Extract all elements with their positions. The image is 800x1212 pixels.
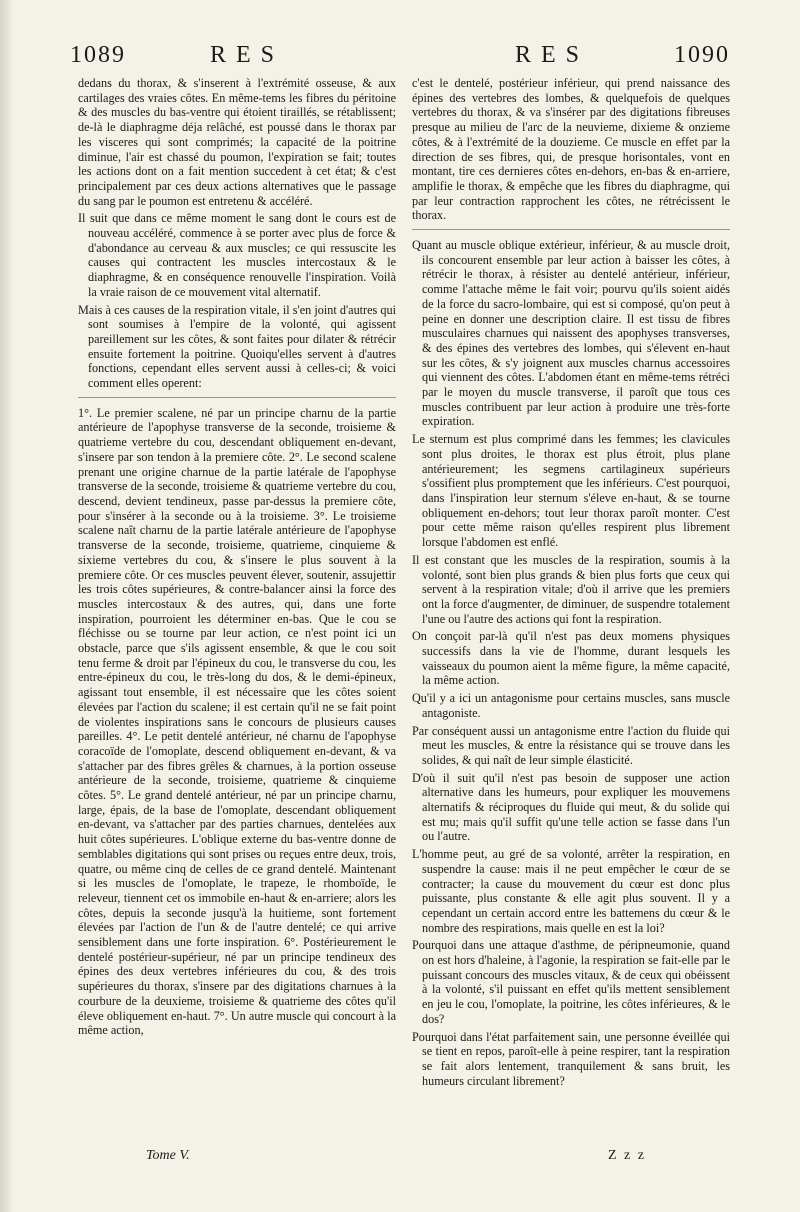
running-head-right: R E S <box>515 42 582 68</box>
paragraph: Il est constant que les muscles de la respiration, soumis à la volonté, sont bien plus grands & bien plus forts que ceux qui servent à la respiration vitale; d'où il arrive que les premiers ont la force d'augmenter, de diminuer, de suspendre totalement l'une ou l'autre des actions qui font la respiration. <box>412 552 730 626</box>
paragraph: 1°. Le premier scalene, né par un principe charnu de la partie antérieure de l'apophyse transverse de la seconde, troisieme & quatrieme vertebre du cou, descendant obliquement en-devant, s'insere par son tendon à la premiere côte. 2°. Le second scalene prenant une origine charnue de la partie latérale de l'apophyse transverse de la seconde, troisieme & quatrieme vertebre du cou, descend, devient tendineux, passe par-dessus la premiere côte, pour s'insérer à la seconde ou à la troisieme. 3°. Le troisieme scalene naît charnu de la partie latérale antérieure de l'apophyse transverse de la seconde, troisieme, quatrieme, cinquieme & sixieme vertebres du cou, & s'insere le plus souvent à la premiere côte. Or ces muscles peuvent élever, soutenir, assujettir les trois côtes supérieures, & contre-balancer ainsi la force des muscles intercostaux & des autres, qui, dans une forte inspiration, pourroient les déterminer en-bas. Que le cou se fléchisse ou se tourne par leur action, ce n'est point ici un obstacle, parce que s'ils agissent ensemble, & que le cou soit tenu ferme & droit par l'épineux du cou, le transverse du cou, les entre-épineux du cou, le très-long du dos, & le demi-épineux, agissant tout ensemble, il est nécessaire que les côtes soient élevées par l'action du scalene; il est certain qu'il ne se fait point de violentes inspirations sans le concours de plusieurs causes pareilles. 4°. Le petit dentelé antérieur, né charnu de l'apophyse coracoïde de l'omoplate, descend obliquement en-devant, & va s'attacher par des fibres grêles & charnues, à la portion osseuse antérieure de la seconde, troisieme, quatrieme & cinquieme côtes. 5°. Le grand dentelé antérieur, né par un principe charnu, large, épais, de la base de l'omoplate, descendant obliquement en-devant, va s'attacher par des parties charnues, dentelées aux huit côtes supérieures. L'oblique externe du bas-ventre donne de semblables digitations qui sont prises ou reçues entre deux, trois, quatre, ou même cinq de celles de ce grand dentelé. Maintenant si les muscles de l'omoplate, le trapeze, le rhomboïde, le releveur, tiennent cet os immobile en-haut & en-arriere; alors les côtes, depuis la seconde jusqu'à la huitieme, sont fortement élevées par l'action de l'un & de l'autre dentelé; ce qui arrive sensiblement dans une forte inspiration. 6°. Postérieurement le dentelé postérieur-supérieur, né par un principe tendineux des épines des deux vertebres inférieures du cou, & des trois supérieures du thorax, s'insere par des digitations charnues à la courbure de la deuxieme, troisieme & quatrieme des côtes qu'il éleve obliquement en-haut. 7°. Un autre muscle qui concourt à la même action, <box>78 405 396 1038</box>
paragraph: L'homme peut, au gré de sa volonté, arrêter la respiration, en suspendre la cause: mais il ne peut empêcher le cœur de se contracter; la cause du mouvement du cœur est donc plus puissante, plus constante & elle agit plus souvent. Il y a cependant un certain accord entre les battemens du cœur & le nombre des respirations, mais quelle en est la loi? <box>412 847 730 935</box>
page-number-left: 1089 <box>70 42 126 68</box>
paragraph: Quant au muscle oblique extérieur, inférieur, & au muscle droit, ils concourent ensemble par leur action à baisser les côtes, à rétrécir le thorax, à résister au dentelé antérieur, inférieur, comme l'attache même le fait voir; pourvu qu'ils soient aidés de la force du sacro-lombaire, qui est si composé, qu'on peut à peine en donner une description claire. Il est tissu de fibres musculaires charnues qui naissent des apophyses transverses, & des épines des vertebres des lombes, qui s'élevent en-haut sur les côtes, & s'y joignent aux muscles charnus accessoires qui viennent des côtes. L'abdomen étant en même-tems rétréci par le moyen du muscle transverse, il paroît que tous ces muscles contribuent par leur action à produire une très-forte expiration. <box>412 238 730 429</box>
paragraph: Qu'il y a ici un antagonisme pour certains muscles, sans muscle antagoniste. <box>412 691 730 720</box>
section-divider <box>78 397 396 398</box>
volume-mark: Tome V. <box>146 1148 190 1163</box>
right-column <box>412 76 730 1091</box>
paragraph: dedans du thorax, & s'inserent à l'extrémité osseuse, & aux cartilages des vraies côtes. En même-tems les fibres du péritoine & des muscles du bas-ventre qui étoient tiraillés, se rétablissent; de-là le diaphragme déja relâché, est poussé dans le thorax par les visceres qui sont comprimés; la capacité de la poitrine diminue, l'air est chassé du poumon, l'expiration se fait; toutes les actions dont on a fait mention succedent à cet état; & c'est principalement par ces deux actions alternatives que le passage du sang par le poumon est entretenu & accéléré. <box>78 76 396 208</box>
paragraph: c'est le dentelé, postérieur inférieur, qui prend naissance des épines des vertebres des lombes, & quelquefois de quelques vertebres du thorax, & va s'insérer par des digitations fibreuses presque au milieu de l'arc de la neuvieme, dixieme & onzieme côtes, & à l'extrémité de la douzieme. Ce muscle en effet par la direction de ses fibres, qui, de presque horisontales, vont en montant, tire ces dernieres côtes en-dehors, en-bas & en-arriere, amplifie le thorax, & empêche que les fibres du diaphragme, qui par leur contraction rapprochent les côtes, ne rétrécissent le thorax. <box>412 76 730 223</box>
paragraph: Mais à ces causes de la respiration vitale, il s'en joint d'autres qui sont soumises à l'empire de la volonté, qui agissent pareillement sur les côtes, & sont faites pour dilater & rétrécir ensuite fortement la poitrine. Quoiqu'elles servent à d'autres fonctions, cependant elles servent aussi à celles-ci; & voici comment elles operent: <box>78 302 396 391</box>
signature-mark: Z z z <box>608 1148 646 1163</box>
paragraph: D'où il suit qu'il n'est pas besoin de supposer une action alternative dans les humeurs, pour expliquer les mouvemens alternatifs & réciproques du fluide qui meut, & du solide qui est mu; mais qu'il suffit qu'une telle action se fasse dans l'un ou l'autre. <box>412 770 730 844</box>
page-header <box>70 42 730 78</box>
section-divider <box>412 229 730 230</box>
paragraph: On conçoit par-là qu'il n'est pas deux momens physiques successifs dans la vie de l'homme, durant lesquels les vaisseaux du poumon aient la même figure, la même capacité, la même action. <box>412 629 730 688</box>
page-gutter <box>0 0 14 1212</box>
paragraph: Pourquoi dans une attaque d'asthme, de péripneumonie, quand on est hors d'haleine, à l'agonie, la respiration se fait-elle par le puissant concours des muscles vitaux, & de ceux qui obéissent à la volonté, s'il puissant en effet qu'ils mettent sensiblement en jeu le cou, l'omoplate, la poitrine, les côtes inférieures, & le dos? <box>412 938 730 1026</box>
paragraph: Il suit que dans ce même moment le sang dont le cours est de nouveau accéléré, commence à se porter avec plus de force & d'abondance au cerveau & aux muscles; ce qui ressuscite les causes qui contractent les muscles intercostaux & le diaphragme, & en conséquence renouvelle l'inspiration. Voilà la vraie raison de ce mouvement vital alternatif. <box>78 211 396 299</box>
paragraph: Le sternum est plus comprimé dans les femmes; les clavicules sont plus droites, le thorax est plus étroit, plus plane antérieurement; les segmens cartilagineux supérieurs s'ossifient plus promptement que les inférieurs. C'est pourquoi, dans l'inspiration leur sternum s'éleve en-haut, & se tourne obliquement en-dehors; tout leur thorax paroît monter. C'est pour cette même raison qu'elles respirent plus librement lorsque l'abdomen est enflé. <box>412 432 730 550</box>
left-column <box>78 76 396 1041</box>
paragraph: Pourquoi dans l'état parfaitement sain, une personne éveillée qui se tient en repos, paroît-elle à peine respirer, tant la respiration se fait alors lentement, tranquilement & sans bruit, les humeurs circulant librement? <box>412 1029 730 1088</box>
page-number-right: 1090 <box>674 42 730 68</box>
page-footer <box>78 1148 730 1168</box>
paragraph: Par conséquent aussi un antagonisme entre l'action du fluide qui meut les muscles, & entre la résistance qui se trouve dans les solides, & qui naît de leur simple élasticité. <box>412 723 730 767</box>
running-head-left: R E S <box>210 42 277 68</box>
